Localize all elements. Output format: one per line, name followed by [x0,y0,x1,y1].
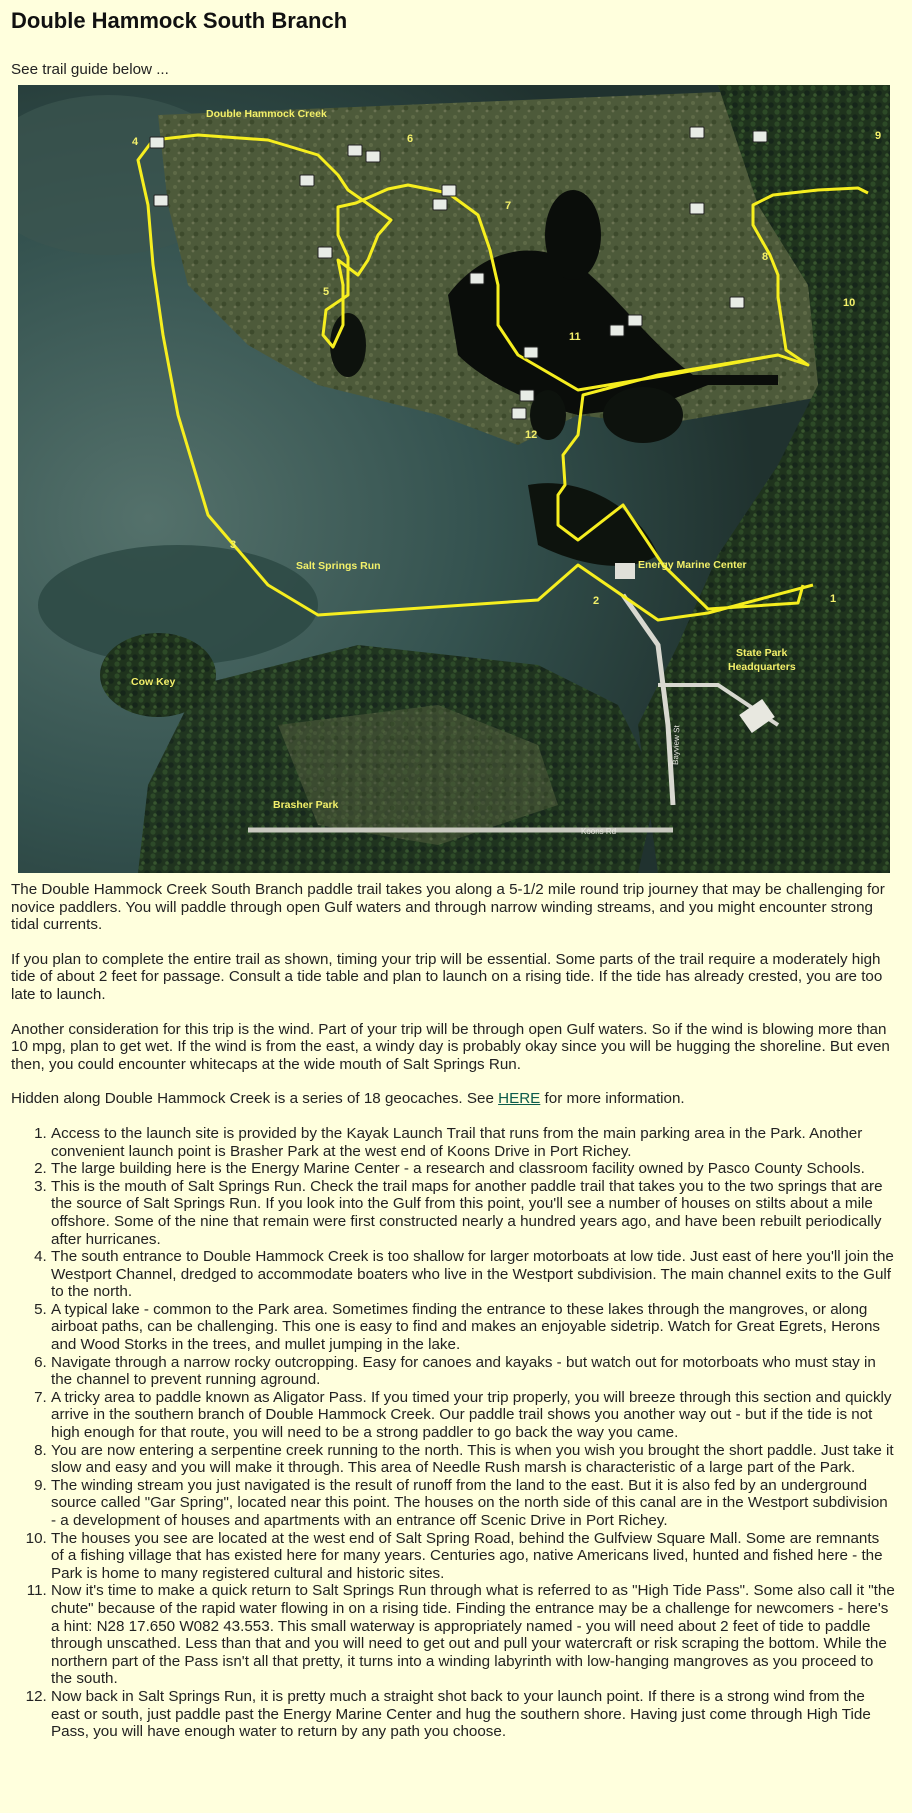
waypoint-12: 12 [525,429,538,441]
geocache-text-after: for more information. [540,1090,685,1108]
geocache-icon [470,273,484,284]
waypoint-4: 4 [132,136,139,148]
page [11,0,896,1741]
guide-item-10: 10. The houses you see are located at the west end of Salt Spring Road, behind the Gulfview Square Mall. Some are remnants of a fishing village that has existed here for many years. Centuries ago, native Americans lived, hunted and fished here - the Park is home to many registered cultural and historic sites. [51,1530,896,1583]
guide-item-12: 12. Now back in Salt Springs Run, it is pretty much a straight shot back to your launch point. If there is a strong wind from the east or south, just paddle past the Energy Marine Center and hug the southern shore. Having just come through High Tide Pass, you will have enough water to return by any path you choose. [51,1688,896,1741]
guide-item-9: 9. The winding stream you just navigated is the result of runoff from the land to the east. But it is also fed by an underground source called "Gar Spring", located near this point. The houses on the north side of this canal are in the Westport subdivision - a development of houses and apartments with an entrance off Scenic Drive in Port Richey. [51,1477,896,1530]
guide-item-8: 8. You are now entering a serpentine creek running to the north. This is when you wish you brought the short paddle. Just take it slow and easy and you will make it through. This area of Needle Rush marsh is characteristic of a large part of the Park. [51,1442,896,1477]
label-brasher-park: Brasher Park [273,799,339,811]
waypoint-1: 1 [830,593,837,605]
geocache-icon [690,203,704,214]
waypoint-3: 3 [230,539,237,551]
geocache-icon [512,408,526,419]
page-title: Double Hammock South Branch [11,8,348,33]
guide-item-2: 2. The large building here is the Energy Marine Center - a research and classroom facility owned by Pasco County Schools. [51,1160,896,1178]
waypoint-8: 8 [762,251,769,263]
page-subtitle: See trail guide below ... [11,61,169,78]
label-state-park: State Park [736,647,788,659]
geocache-icon [610,325,624,336]
geocache-text-before: Hidden along Double Hammock Creek is a series of 18 geocaches. See [11,1090,499,1108]
guide-item-3: 3. This is the mouth of Salt Springs Run. Check the trail maps for another paddle trail that takes you to the two springs that are the source of Salt Springs Run. If you look into the Gulf from this point, you'll see a number of houses on stilts about a mile offshore. Some of the nine that remain were first constructed nearly a hundred years ago, and have been rebuilt periodically after hurricanes. [51,1178,896,1248]
intro-paragraph: If you plan to complete the entire trail as shown, timing your trip will be essential. Some parts of the trail require a moderately high tide of about 2 feet for passage. Consult a tide table and plan to launch on a rising tide. If the tide has already crested, you are too late to launch. [11,950,883,1003]
waypoint-2: 2 [593,595,600,607]
geocache-icon [150,137,164,148]
label-double-hammock-creek: Double Hammock Creek [206,108,327,120]
geocache-icon [300,175,314,186]
geocache-icon [524,347,538,358]
guide-item-7: 7. A tricky area to paddle known as Aligator Pass. If you timed your trip properly, you will breeze through this section and quickly arrive in the southern branch of Double Hammock Creek. Our paddle trail shows you another way out - but if the tide is not high enough for that route, you will need to be a strong paddler to go back the way you came. [51,1389,896,1442]
geocache-icon [730,297,744,308]
waypoint-11: 11 [569,331,581,343]
waypoint-6: 6 [407,133,414,145]
guide-item-5: 5. A typical lake - common to the Park area. Sometimes finding the entrance to these lakes through the mangroves, or along airboat paths, can be challenging. This one is easy to find and makes an enjoyable sidetrip. Watch for Great Egrets, Herons and Wood Storks in the trees, and mullet jumping in the lake. [51,1301,896,1354]
guide-item-6: 6. Navigate through a narrow rocky outcropping. Easy for canoes and kayaks - but watch out for motorboats who must stay in the channel to prevent running aground. [51,1354,896,1389]
trail-map [18,85,890,873]
label-cow-key: Cow Key [131,676,176,688]
geocache-icon [690,127,704,138]
waypoint-5: 5 [323,286,330,298]
label-side-road: Bayview St [671,725,682,766]
geocache-icon [628,315,642,326]
guide-item-4: 4. The south entrance to Double Hammock Creek is too shallow for larger motorboats at low tide. Just east of here you'll join the Westport Channel, dredged to accommodate boaters who live in the Westport subdivision. The main channel exits to the Gulf to the north. [51,1248,896,1301]
cow-key-island [100,633,216,717]
guide-item-1: 1. Access to the launch site is provided by the Kayak Launch Trail that runs from the main parking area in the Park. Another convenient launch point is Brasher Park at the west end of Koons Drive in Port Richey. [51,1125,896,1160]
guide-item-11: 11. Now it's time to make a quick return to Salt Springs Run through what is referred to as "High Tide Pass". Some also call it "the chute" because of the rapid water flowing in on a rising tide. Finding the entrance may be a challenge for newcomers - here's a hint: N28 17.650 W082 43.553. This small waterway is appropriately named - you will need about 2 feet of tide to paddle through unscathed. Less than that and you will need to get out and pull your watercraft or risk scraping the bottom. While the northern part of the Pass isn't all that pretty, it turns into a winding labyrinth with low-hanging mangroves as you proceed to the south. [51,1582,896,1688]
geocache-icon [318,247,332,258]
trail-guide-list [11,1125,896,1741]
label-headquarters: Headquarters [728,661,796,673]
geocache-icon [366,151,380,162]
geocache-link[interactable]: HERE [498,1090,541,1108]
label-salt-springs-run: Salt Springs Run [296,560,381,572]
waypoint-10: 10 [843,297,856,309]
waypoint-7: 7 [505,200,512,212]
waypoint-9: 9 [875,130,882,142]
geocache-paragraph [11,1090,896,1108]
geocache-icon [348,145,362,156]
label-energy-marine-center: Energy Marine Center [638,559,747,571]
trail-map-image [18,85,890,873]
intro-paragraph: The Double Hammock Creek South Branch paddle trail takes you along a 5-1/2 mile round trip journey that may be challenging for novice paddlers. You will paddle through open Gulf waters and through narrow winding streams, and you might encounter strong tidal currents. [11,881,885,934]
geocache-icon [442,185,456,196]
label-koons-rd: Koons Rd [581,827,617,836]
geocache-icon [433,199,447,210]
geocache-icon [753,131,767,142]
geocache-icon [154,195,168,206]
intro-paragraph: Another consideration for this trip is the wind. Part of your trip will be through open Gulf waters. So if the wind is blowing more than 10 mpg, plan to get wet. If the wind is from the east, a windy day is probably okay since you will be hugging the shoreline. But even then, you could encounter whitecaps at the wide mouth of Salt Springs Run. [11,1020,890,1073]
geocache-icon [520,390,534,401]
